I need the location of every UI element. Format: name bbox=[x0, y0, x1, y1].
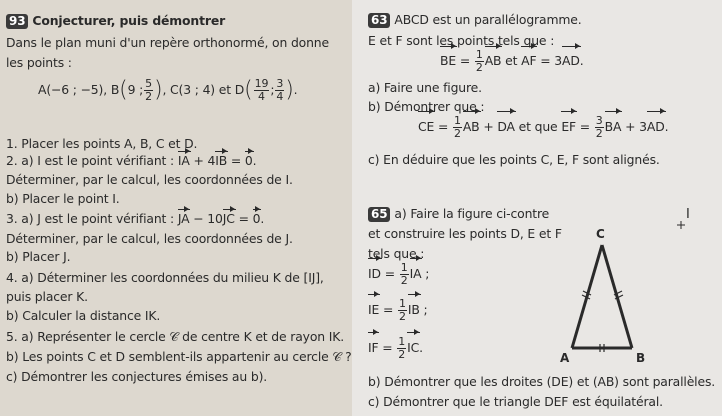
ex93-q4a: 4. a) Déterminer les coordonnées du milieu K de [IJ], bbox=[6, 270, 324, 285]
point-b: B(9 ; $\frac{5}{2}$ ), bbox=[110, 77, 167, 103]
ex65-qa-line2: et construire les points D, E et F bbox=[368, 226, 562, 241]
ex93-intro-1: Dans le plan muni d'un repère orthonormé, on donne bbox=[6, 35, 329, 50]
ex65-eq-f: IF = $\frac{1}{2}$ IC. bbox=[368, 335, 423, 361]
label-b: B bbox=[636, 351, 646, 365]
ex65-triangle-figure bbox=[552, 200, 722, 370]
ex63-header bbox=[368, 12, 582, 28]
ex93-q2a-line2: Déterminer, par le calcul, les coordonnées de I. bbox=[6, 172, 293, 187]
ex93-q2a: 2. a) I est le point vérifiant : IA + 4IB = 0. bbox=[6, 153, 257, 168]
ex63-qb: b) Démontrer que : bbox=[368, 99, 485, 114]
ex93-q3a: 3. a) J est le point vérifiant : JA − 10JC = 0. bbox=[6, 211, 265, 226]
ex63-title: ABCD est un parallélogramme. bbox=[394, 12, 582, 27]
ex65-eq-d: ID = $\frac{1}{2}$ IA ; bbox=[368, 261, 430, 287]
ex65-eq-e: IE = $\frac{1}{2}$ IB ; bbox=[368, 297, 428, 323]
ex93-q1: 1. Placer les points A, B, C et D. bbox=[6, 136, 198, 151]
point-d: D( $\frac{19}{4}$ ; $\frac{3}{4}$ ). bbox=[234, 77, 298, 103]
ex63-definitions: BE = $\frac{1}{2}$ AB et AF = 3AD. bbox=[440, 48, 584, 74]
ex65-qa: a) Faire la figure ci-contre bbox=[394, 206, 550, 221]
ex63-qa: a) Faire une figure. bbox=[368, 80, 482, 95]
ex93-q5b: b) Les points C et D semblent-ils appartenir au cercle 𝒞 ? bbox=[6, 349, 352, 364]
ex93-q3a-line2: Déterminer, par le calcul, les coordonnées de J. bbox=[6, 231, 293, 246]
ex93-q4a-line2: puis placer K. bbox=[6, 289, 88, 304]
ex65-qc: c) Démontrer que le triangle DEF est équilatéral. bbox=[368, 394, 663, 409]
ex93-q3b: b) Placer J. bbox=[6, 249, 71, 264]
ex93-intro-2: les points : bbox=[6, 55, 72, 70]
ex63-qc: c) En déduire que les points C, E, F sont alignés. bbox=[368, 152, 660, 167]
ex65-qa-line3: tels que : bbox=[368, 246, 425, 261]
point-i-marker bbox=[677, 221, 685, 229]
point-a: A(−6 ; −5), bbox=[38, 82, 108, 97]
ex93-q5a: 5. a) Représenter le cercle 𝒞 de centre K et de rayon IK. bbox=[6, 329, 345, 344]
right-page bbox=[352, 0, 722, 416]
label-i: I bbox=[686, 207, 690, 222]
ex93-number: 93 bbox=[6, 14, 28, 29]
ex93-q5c: c) Démontrer les conjectures émises au b). bbox=[6, 369, 268, 384]
ex63-identities: CE = $\frac{1}{2}$ AB + DA et que EF = $\frac{3}{2}$ BA + 3AD. bbox=[418, 114, 669, 140]
point-c: C(3 ; 4) et bbox=[170, 82, 231, 97]
ex63-number: 63 bbox=[368, 13, 390, 28]
ex93-q4b: b) Calculer la distance IK. bbox=[6, 308, 161, 323]
ex93-points bbox=[38, 75, 297, 106]
ex65-header bbox=[368, 206, 549, 222]
ex63-line2: E et F sont les points tels que : bbox=[368, 33, 555, 48]
ex65-qb: b) Démontrer que les droites (DE) et (AB) sont parallèles. bbox=[368, 374, 716, 389]
ex93-q2b: b) Placer le point I. bbox=[6, 191, 120, 206]
label-a: A bbox=[560, 351, 570, 365]
left-page bbox=[0, 0, 352, 416]
label-c: C bbox=[596, 227, 605, 241]
ex65-number: 65 bbox=[368, 207, 390, 222]
ex93-title: Conjecturer, puis démontrer bbox=[32, 13, 226, 28]
ex93-header bbox=[6, 13, 225, 29]
triangle-abc bbox=[572, 245, 632, 348]
